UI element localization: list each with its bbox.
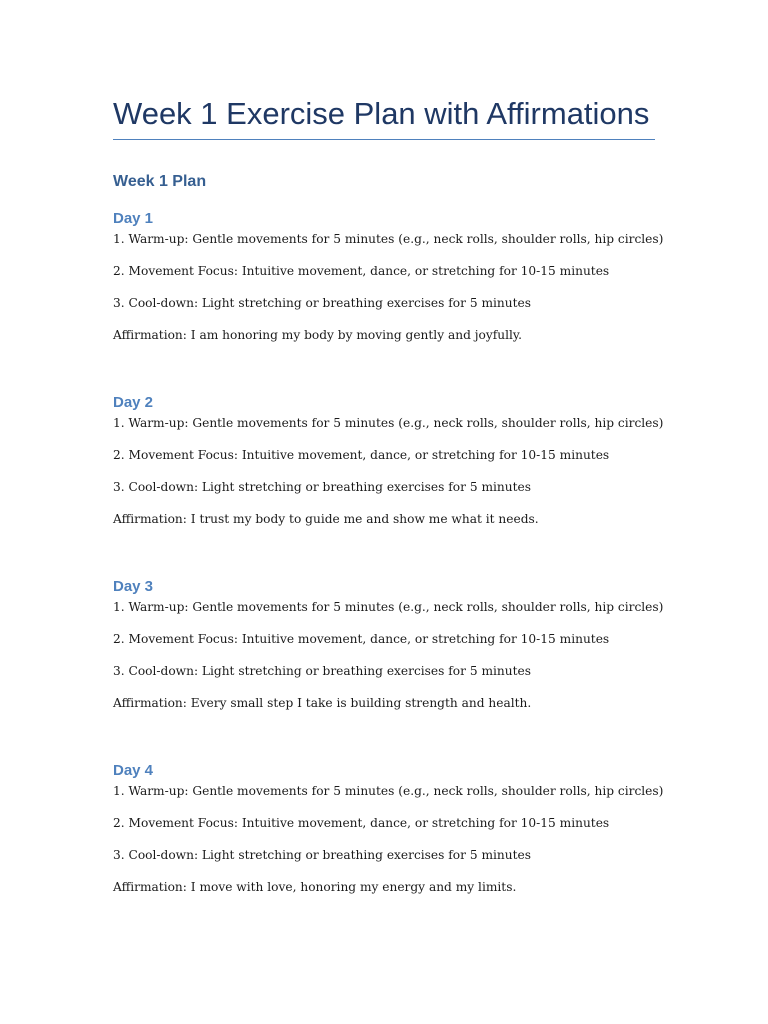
warm-up-step: 1. Warm-up: Gentle movements for 5 minutes (e.g., neck rolls, shoulder rolls, hip circles) (113, 232, 664, 246)
warm-up-step: 1. Warm-up: Gentle movements for 5 minutes (e.g., neck rolls, shoulder rolls, hip circles) (113, 416, 664, 430)
cool-down-step: 3. Cool-down: Light stretching or breathing exercises for 5 minutes (113, 296, 531, 310)
cool-down-step: 3. Cool-down: Light stretching or breathing exercises for 5 minutes (113, 664, 531, 678)
day-heading: Day 4 (113, 762, 154, 779)
affirmation-text: Affirmation: I move with love, honoring my energy and my limits. (113, 880, 517, 894)
title-divider (113, 139, 655, 140)
day-section-4 (113, 761, 713, 911)
warm-up-step: 1. Warm-up: Gentle movements for 5 minutes (e.g., neck rolls, shoulder rolls, hip circles) (113, 784, 664, 798)
day-heading: Day 2 (113, 394, 154, 411)
section-heading: Week 1 Plan (113, 173, 207, 190)
cool-down-step: 3. Cool-down: Light stretching or breathing exercises for 5 minutes (113, 480, 531, 494)
affirmation-text: Affirmation: I am honoring my body by moving gently and joyfully. (113, 328, 523, 342)
movement-focus-step: 2. Movement Focus: Intuitive movement, dance, or stretching for 10-15 minutes (113, 264, 610, 278)
day-heading: Day 3 (113, 578, 154, 595)
day-heading: Day 1 (113, 210, 154, 227)
cool-down-step: 3. Cool-down: Light stretching or breathing exercises for 5 minutes (113, 848, 531, 862)
document-title: Week 1 Exercise Plan with Affirmations (113, 96, 650, 131)
affirmation-text: Affirmation: Every small step I take is building strength and health. (113, 696, 532, 710)
warm-up-step: 1. Warm-up: Gentle movements for 5 minutes (e.g., neck rolls, shoulder rolls, hip circles) (113, 600, 664, 614)
affirmation-text: Affirmation: I trust my body to guide me and show me what it needs. (113, 512, 539, 526)
day-section-2 (113, 393, 713, 543)
day-section-3 (113, 577, 713, 727)
movement-focus-step: 2. Movement Focus: Intuitive movement, dance, or stretching for 10-15 minutes (113, 816, 610, 830)
movement-focus-step: 2. Movement Focus: Intuitive movement, dance, or stretching for 10-15 minutes (113, 448, 610, 462)
movement-focus-step: 2. Movement Focus: Intuitive movement, dance, or stretching for 10-15 minutes (113, 632, 610, 646)
day-section-1 (113, 209, 713, 359)
